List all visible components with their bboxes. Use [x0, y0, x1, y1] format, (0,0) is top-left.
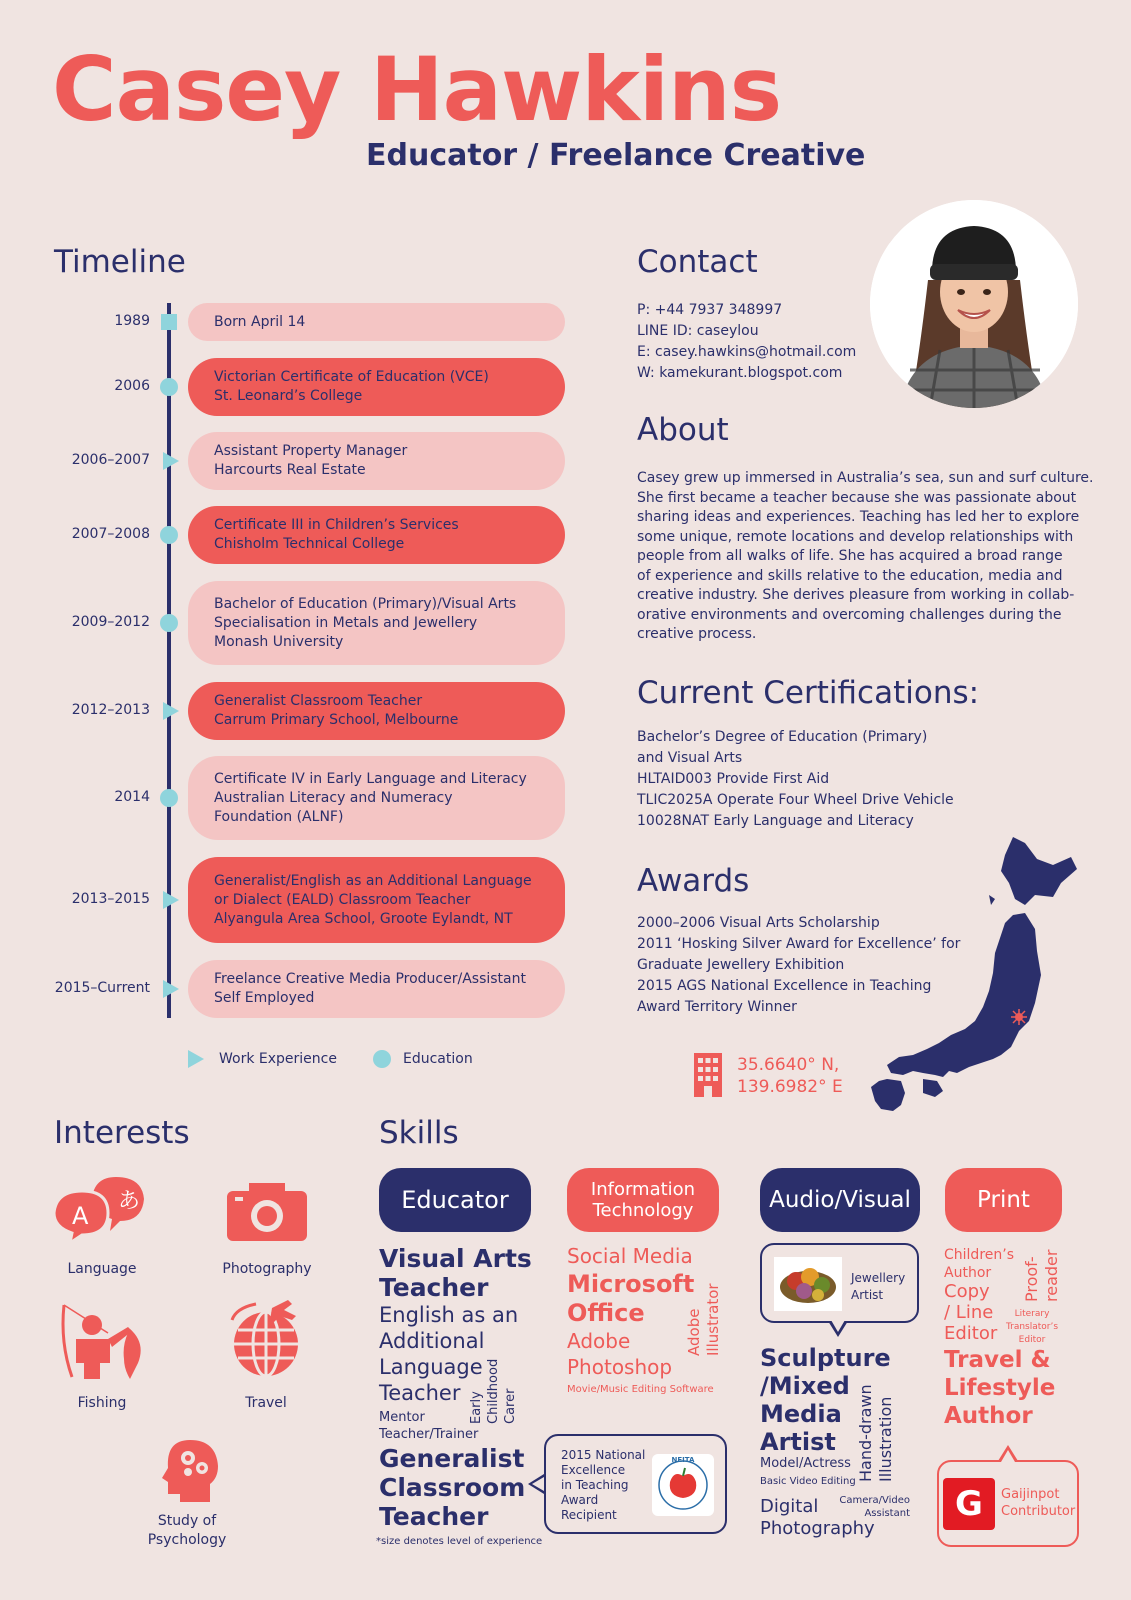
skill-literary-translators-editor [1003, 1308, 1061, 1347]
skill-line: Editor [944, 1323, 998, 1344]
timeline-entry-line: Specialisation in Metals and Jewellery [214, 614, 478, 631]
work-experience-marker-icon [163, 980, 179, 998]
timeline-entry [188, 506, 565, 564]
timeline-entry-line: Victorian Certificate of Education (VCE) [214, 369, 489, 385]
skill-category-it [567, 1168, 719, 1232]
interests-heading: Interests [54, 1115, 190, 1151]
award-item: 2000–2006 Visual Arts Scholarship [637, 915, 880, 931]
about-line: sharing ideas and experiences. Teaching has led her to explore [637, 509, 1080, 525]
timeline-entry-line: Foundation (ALNF) [214, 808, 344, 825]
work-experience-legend-icon [188, 1050, 204, 1068]
neita-line: Award [561, 1493, 599, 1507]
skill-line: Hand-drawn [856, 1384, 875, 1482]
skill-category-it-line1: Information [590, 1179, 696, 1200]
awards-heading: Awards [637, 863, 750, 899]
skill-microsoft-office [567, 1270, 694, 1328]
about-body [637, 469, 1093, 645]
timeline-entry-line: Harcourts Real Estate [214, 462, 366, 478]
certifications-list [637, 727, 954, 832]
timeline-entry [188, 432, 565, 490]
skill-copy-line-editor [944, 1281, 997, 1344]
timeline-entry-line: Certificate III in Children’s Services [214, 517, 459, 533]
skills-heading: Skills [379, 1115, 459, 1151]
work-experience-marker-icon [163, 891, 179, 909]
timeline-entry-line: Alyangula Area School, Groote Eylandt, NT [214, 910, 513, 927]
interest-language-label: Language [67, 1261, 137, 1277]
skill-line: Classroom [379, 1473, 526, 1502]
skill-line: Media [760, 1400, 842, 1428]
skill-visual-arts-teacher [379, 1244, 532, 1302]
timeline-entry-line: Chisholm Technical College [214, 536, 405, 552]
about-line: people from all walks of life. She has acquired a broad range [637, 548, 1063, 564]
interest-photography-label: Photography [222, 1261, 312, 1277]
skill-mentor [379, 1409, 478, 1443]
timeline-entry-line: St. Leonard’s College [214, 388, 363, 404]
skill-line: Photography [760, 1518, 875, 1539]
certifications-heading: Current Certifications: [637, 675, 980, 711]
timeline-entry-line: Australian Literacy and Numeracy [214, 789, 453, 806]
neita-bubble-pointer-fill [532, 1477, 544, 1491]
skill-line: Teacher [379, 1273, 489, 1302]
timeline-year: 2012–2013 [71, 702, 150, 718]
skill-line: Carer [503, 1388, 518, 1424]
skill-line: Teacher [379, 1502, 489, 1531]
skill-line: Artist [760, 1428, 836, 1456]
about-line: She first became a teacher because she was passionate about [637, 489, 1077, 506]
neita-line: 2015 National [561, 1448, 646, 1462]
timeline-entry-line: Generalist/English as an Additional Language [214, 872, 532, 889]
contact-line-id: LINE ID: caseylou [637, 323, 759, 339]
contact-phone: P: +44 7937 348997 [637, 302, 783, 318]
skill-line: Translator’s [1005, 1322, 1059, 1332]
japan-map [865, 835, 1080, 1115]
skill-adobe-illustrator [685, 1283, 723, 1356]
coordinates [737, 1054, 843, 1098]
gaijinpot-line: Gaijinpot [1001, 1487, 1060, 1502]
skill-basic-video-editing: Basic Video Editing [760, 1476, 856, 1487]
skill-line: Lifestyle [944, 1375, 1056, 1401]
education-marker-icon [160, 378, 178, 396]
timeline-entry-line: Freelance Creative Media Producer/Assistant [214, 971, 526, 987]
skill-movie-music-editing: Movie/Music Editing Software [567, 1384, 714, 1395]
contact-email[interactable]: E: casey.hawkins@hotmail.com [637, 344, 857, 360]
education-legend-icon [373, 1050, 391, 1068]
svg-text:あ: あ [118, 1189, 141, 1214]
gaijinpot-line: Contributor [1001, 1504, 1076, 1519]
skill-category-it-line2: Technology [592, 1200, 694, 1221]
skill-social-media: Social Media [567, 1244, 693, 1268]
skill-early-childhood-carer [468, 1359, 519, 1424]
education-marker-icon [160, 789, 178, 807]
timeline-year: 2009–2012 [71, 614, 150, 630]
person-name: Casey Hawkins [52, 38, 782, 141]
profile-photo [870, 200, 1078, 408]
skill-line: Generalist [379, 1444, 525, 1473]
skill-category-audio-visual: Audio/Visual [760, 1168, 920, 1232]
skill-line: Mentor [379, 1410, 425, 1425]
longitude: 139.6982° E [737, 1077, 843, 1097]
contact-block [637, 300, 856, 384]
skill-line: Photoshop [567, 1355, 673, 1379]
skills-footnote: *size denotes level of experience [376, 1536, 543, 1547]
latitude: 35.6640° N, [737, 1055, 840, 1075]
skill-line: Assistant [864, 1508, 910, 1519]
skill-line: Copy [944, 1281, 990, 1302]
skill-line: Sculpture [760, 1344, 891, 1372]
skill-hand-drawn-illustration [856, 1384, 896, 1482]
jewellery-line: Artist [851, 1288, 884, 1302]
neita-line: Excellence [561, 1463, 626, 1477]
legend-education-label: Education [403, 1051, 473, 1067]
neita-award-bubble [544, 1434, 727, 1534]
psychology-head-icon [160, 1438, 222, 1502]
about-line: some unique, remote locations and develop relationships with [637, 528, 1074, 545]
skill-line: Adobe [567, 1329, 631, 1353]
timeline-entry-line: Certificate IV in Early Language and Literacy [214, 770, 527, 787]
jewellery-artist-bubble [760, 1243, 919, 1323]
award-item: 2011 ‘Hosking Silver Award for Excellence’ for [637, 936, 961, 952]
jewellery-line: Jewellery [851, 1271, 906, 1285]
skill-line: Visual Arts [379, 1244, 532, 1273]
timeline-entry-line: Carrum Primary School, Melbourne [214, 712, 459, 728]
timeline-entry-line: Self Employed [214, 990, 315, 1006]
interest-fishing-label: Fishing [77, 1395, 127, 1411]
timeline-year: 2006 [114, 378, 150, 394]
skill-line: Childhood [486, 1358, 501, 1424]
interest-psychology-label [137, 1512, 237, 1550]
gaijinpot-logo-icon: G [943, 1478, 995, 1530]
skill-line: Illustration [876, 1396, 895, 1482]
skill-line: Proof- [1022, 1256, 1041, 1302]
skill-adobe-photoshop [567, 1328, 672, 1380]
timeline-entry [188, 303, 565, 341]
timeline-axis [167, 303, 171, 1018]
about-line: creative industry. She derives pleasure from working in collab- [637, 587, 1075, 603]
award-item: Graduate Jewellery Exhibition [637, 957, 845, 973]
skill-line: Teacher/Trainer [379, 1427, 479, 1442]
work-experience-marker-icon [163, 452, 179, 470]
timeline-year: 2013–2015 [71, 891, 150, 907]
skill-travel-lifestyle-author [944, 1346, 1055, 1430]
skill-line: /Mixed [760, 1372, 850, 1400]
legend-work-label: Work Experience [219, 1051, 337, 1067]
contact-heading: Contact [637, 244, 758, 280]
skill-line: Digital [760, 1496, 819, 1517]
tokyo-marker-icon [1011, 1009, 1027, 1025]
timeline-year: 2015–Current [54, 980, 150, 996]
gaijinpot-text [1001, 1486, 1075, 1520]
timeline-entry [188, 857, 565, 943]
building-icon [694, 1053, 722, 1097]
skill-line: Language [379, 1355, 483, 1379]
skill-line: Microsoft [567, 1270, 695, 1298]
person-subtitle: Educator / Freelance Creative [366, 138, 866, 173]
contact-website[interactable]: W: kamekurant.blogspot.com [637, 365, 843, 381]
timeline-entry [188, 756, 565, 840]
about-line: creative process. [637, 626, 757, 642]
skill-childrens-author [944, 1246, 1014, 1282]
neita-award-text [561, 1448, 645, 1523]
about-line: orative environments and overcoming challenges during the [637, 606, 1062, 623]
gaijinpot-bubble [937, 1460, 1079, 1547]
jewellery-artist-text [851, 1270, 905, 1304]
interest-psychology-line1: Study of [157, 1513, 217, 1529]
timeline-entry [188, 960, 565, 1018]
certification-item: HLTAID003 Provide First Aid [637, 771, 830, 787]
timeline-entry-line: Generalist Classroom Teacher [214, 693, 423, 709]
timeline-entry-line: Born April 14 [214, 313, 306, 330]
work-experience-marker-icon [163, 702, 179, 720]
skill-line: Office [567, 1299, 645, 1327]
skill-line: Editor [1018, 1335, 1046, 1345]
skill-line: Adobe [685, 1308, 703, 1356]
gaijinpot-bubble-pointer-fill [1001, 1450, 1015, 1462]
skill-line: Illustrator [704, 1283, 722, 1356]
fishing-icon [58, 1303, 148, 1379]
timeline-heading: Timeline [54, 244, 186, 280]
award-item: 2015 AGS National Excellence in Teaching [637, 978, 932, 994]
education-marker-icon [160, 614, 178, 632]
certification-item: and Visual Arts [637, 750, 743, 766]
skill-line: Author [944, 1265, 992, 1281]
neita-line: in Teaching [561, 1478, 629, 1492]
skill-line: Additional [379, 1329, 485, 1353]
timeline-year: 2006–2007 [71, 452, 150, 468]
neita-line: Recipient [561, 1508, 617, 1522]
timeline-entry-line: Bachelor of Education (Primary)/Visual Arts [214, 595, 517, 612]
birth-marker-icon [161, 314, 177, 330]
skill-line: Author [944, 1403, 1033, 1429]
skill-line: English as an [379, 1303, 519, 1327]
svg-text:A: A [72, 1202, 89, 1230]
timeline-year: 2014 [114, 789, 150, 805]
about-line: Casey grew up immersed in Australia’s sea, sun and surf culture. [637, 470, 1094, 486]
timeline-entry [188, 682, 565, 740]
timeline-entry [188, 581, 565, 665]
skill-line: Children’s [944, 1247, 1014, 1263]
language-icon [52, 1175, 148, 1245]
about-heading: About [637, 412, 729, 448]
interest-travel-label: Travel [245, 1395, 287, 1411]
timeline-year: 1989 [114, 313, 150, 329]
education-marker-icon [160, 526, 178, 544]
skill-line: Teacher [379, 1381, 461, 1405]
skill-category-print: Print [945, 1168, 1062, 1232]
award-item: Award Territory Winner [637, 999, 797, 1015]
skill-category-educator: Educator [379, 1168, 531, 1232]
camera-icon [227, 1183, 307, 1241]
skill-camera-video-assistant [834, 1494, 910, 1520]
travel-globe-icon [226, 1300, 306, 1380]
skill-model-actress: Model/Actress [760, 1456, 851, 1471]
skill-line: / Line [944, 1302, 994, 1323]
certification-item: TLIC2025A Operate Four Wheel Drive Vehicle [637, 792, 954, 808]
neita-logo [652, 1454, 714, 1516]
skill-line: reader [1042, 1249, 1061, 1302]
skill-line: Early [469, 1391, 484, 1424]
timeline-entry-line: Monash University [214, 633, 344, 650]
certification-item: 10028NAT Early Language and Literacy [637, 813, 914, 829]
jewellery-bubble-pointer-fill [831, 1320, 845, 1332]
jewellery-image [774, 1257, 842, 1311]
skill-line: Literary [1014, 1309, 1050, 1319]
timeline-entry-line: Assistant Property Manager [214, 443, 408, 459]
neita-logo-text: NEITA [671, 1456, 695, 1464]
certification-item: Bachelor’s Degree of Education (Primary) [637, 729, 928, 745]
interest-psychology-line2: Psychology [147, 1532, 227, 1548]
skill-proofreader [1022, 1250, 1062, 1302]
about-line: of experience and skills relative to the education, media and [637, 567, 1063, 584]
timeline-year: 2007–2008 [71, 526, 150, 542]
timeline-entry-line: or Dialect (EALD) Classroom Teacher [214, 891, 471, 908]
skill-line: Camera/Video [839, 1495, 910, 1506]
skill-generalist-teacher [379, 1444, 525, 1531]
timeline-entry [188, 358, 565, 416]
skill-line: Travel & [944, 1347, 1051, 1373]
